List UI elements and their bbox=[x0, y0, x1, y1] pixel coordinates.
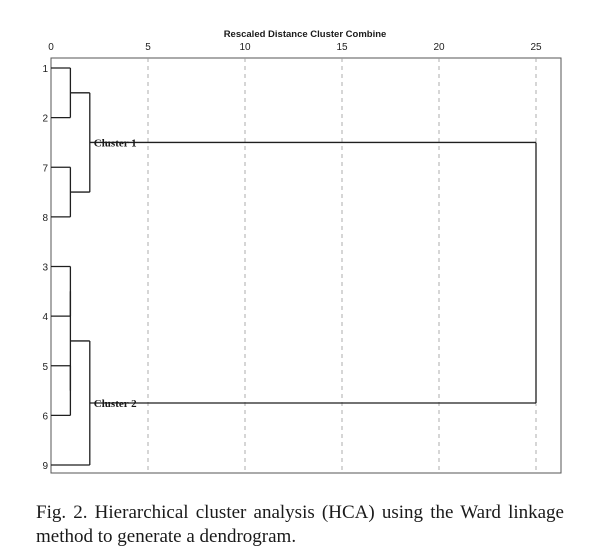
x-tick-label: 5 bbox=[145, 42, 151, 53]
cluster-label: Cluster 1 bbox=[93, 137, 137, 150]
leaf-label: 3 bbox=[42, 262, 48, 274]
leaf-label: 1 bbox=[42, 64, 48, 75]
grid-layer bbox=[148, 58, 536, 473]
dendrogram-link-m12 bbox=[51, 68, 70, 118]
x-tick-label: 15 bbox=[336, 42, 348, 53]
x-tick-labels bbox=[48, 42, 542, 53]
x-tick-label: 10 bbox=[239, 42, 251, 53]
dendrogram-link-c1 bbox=[70, 93, 89, 192]
leaf-label: 7 bbox=[42, 163, 48, 175]
dendrogram-link-m34 bbox=[51, 267, 70, 317]
x-tick-label: 20 bbox=[433, 42, 445, 53]
x-tick-label: 25 bbox=[530, 42, 542, 53]
cluster-annotations bbox=[94, 137, 137, 410]
leaf-label: 6 bbox=[42, 411, 48, 423]
dendrogram-link-m78 bbox=[51, 167, 70, 217]
plot-frame bbox=[51, 58, 561, 473]
figure-caption: Fig. 2. Hierarchical cluster analysis (HCA) using the Ward linkage method to generate a dendrogram. bbox=[36, 502, 564, 547]
chart-title: Rescaled Distance Cluster Combine bbox=[223, 29, 387, 40]
leaf-labels bbox=[42, 64, 48, 472]
leaf-label: 2 bbox=[42, 113, 48, 125]
cluster-label: Cluster 2 bbox=[93, 397, 137, 410]
leaf-label: 9 bbox=[42, 461, 48, 472]
dendrogram-link-root bbox=[90, 142, 536, 403]
leaf-label: 5 bbox=[42, 361, 48, 373]
x-tick-label: 0 bbox=[48, 42, 54, 53]
leaf-label: 4 bbox=[42, 312, 48, 324]
dendrogram-link-m56 bbox=[51, 366, 70, 416]
leaf-label: 8 bbox=[42, 212, 48, 224]
